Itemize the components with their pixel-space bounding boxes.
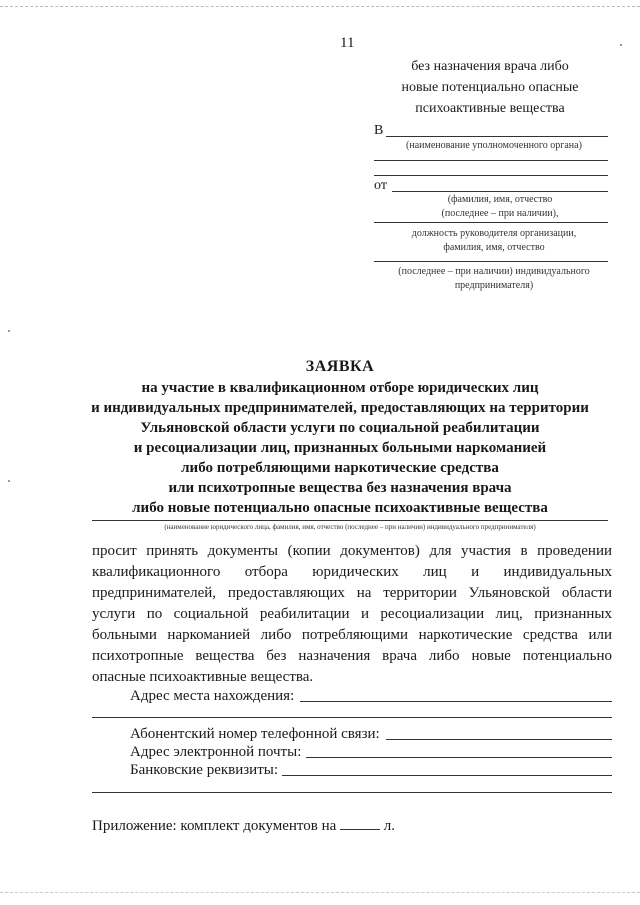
header-line-3: психоактивные вещества	[415, 101, 565, 116]
title-line-2: и индивидуальных предпринимателей, предоставляющих на территории	[91, 400, 589, 416]
title-line-7: либо новые потенциально опасные психоактивные вещества	[132, 500, 548, 516]
page-number: 11	[340, 35, 355, 51]
ip-caption-2: предпринимателя)	[454, 280, 534, 291]
from-caption-2: (последнее – при наличии),	[441, 208, 559, 219]
email-label: Адрес электронной почты:	[130, 744, 302, 760]
from-caption-1: (фамилия, имя, отчество	[447, 194, 553, 205]
phone-label: Абонентский номер телефонной связи:	[130, 726, 380, 742]
address-line-2	[92, 717, 612, 718]
title-main: ЗАЯВКА	[305, 358, 375, 375]
from-line-2	[374, 222, 608, 223]
scan-edge-top	[0, 6, 640, 7]
position-caption-2: фамилия, имя, отчество	[443, 242, 545, 253]
from-prefix: от	[374, 178, 387, 193]
attachment-blank	[340, 817, 380, 830]
applicant-caption: (наименование юридического лица, фамилия, имя, отчество (последнее – при наличии) индивидуального предпринимателя)	[164, 523, 536, 531]
position-caption-1: должность руководителя организации,	[411, 228, 577, 239]
scan-speck	[8, 480, 10, 482]
ip-caption-1: (последнее – при наличии) индивидуального	[398, 266, 590, 277]
title-line-6: или психотропные вещества без назначения врача	[168, 480, 512, 496]
title-line-4: и ресоциализации лиц, признанных больными наркоманией	[133, 440, 547, 456]
bank-label: Банковские реквизиты:	[130, 762, 279, 778]
title-line-3: Ульяновской области услуги по социальной реабилитации	[140, 420, 540, 436]
address-label: Адрес места нахождения:	[130, 688, 295, 704]
scan-edge-bottom	[0, 892, 640, 893]
attachment-suffix: л.	[383, 818, 396, 834]
scan-speck	[620, 44, 622, 46]
header-line-1: без назначения врача либо	[411, 59, 569, 74]
to-caption: (наименование уполномоченного органа)	[406, 140, 582, 151]
address-line	[300, 701, 612, 702]
to-line-2	[374, 160, 608, 161]
to-prefix: В	[374, 123, 384, 138]
position-line	[374, 261, 608, 262]
bank-line-2	[92, 792, 612, 793]
header-line-2: новые потенциально опасные	[401, 80, 579, 95]
attachment-label	[92, 816, 395, 836]
to-line	[386, 136, 608, 137]
attachment-prefix: Приложение: комплект документов на	[92, 818, 337, 834]
phone-line	[386, 739, 612, 740]
title-line-5: либо потребляющими наркотические средства	[181, 460, 499, 476]
document-title	[60, 357, 620, 377]
applicant-line	[92, 520, 608, 521]
to-line-3	[374, 175, 608, 176]
email-line	[306, 757, 612, 758]
bank-line	[282, 775, 612, 776]
title-line-1: на участие в квалификационном отборе юридических лиц	[141, 380, 539, 396]
body-paragraph: просит принять документы (копии документов) для участия в проведении квалификационного отбора юридических лиц и индивидуальных предпринимателей, предоставляющих на территории Ульяновской области услуги по социальной реабилитации и ресоциализации лиц, признанных больными наркоманией либо потребляющими наркотические средства или психотропные вещества без назначения врача либо новые потенциально опасные психоактивные вещества.	[92, 543, 612, 685]
scan-speck	[8, 330, 10, 332]
